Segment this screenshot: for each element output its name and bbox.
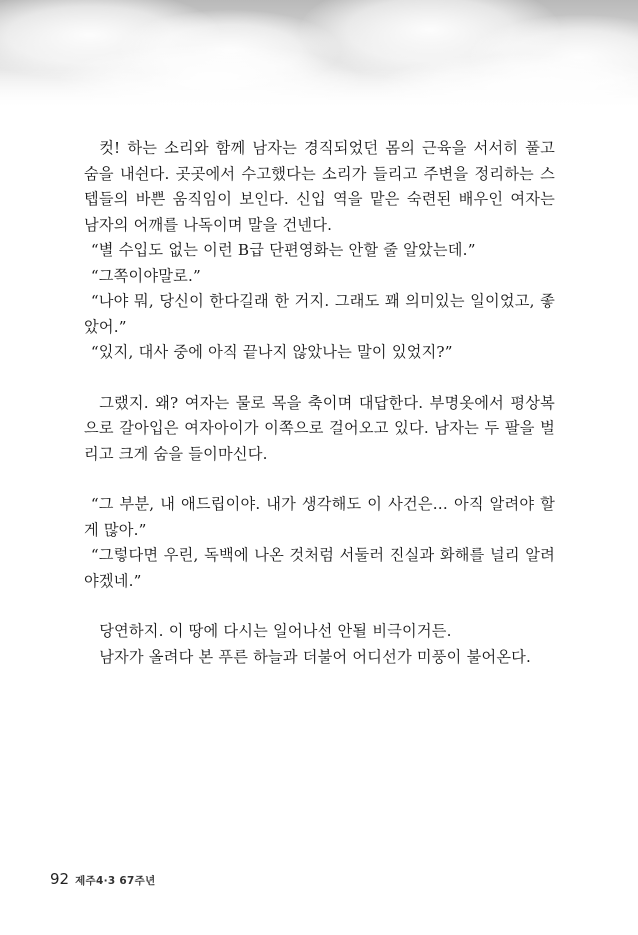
dialogue-line: “있지, 대사 중에 아직 끝나지 않았나는 말이 있었지?” [90,343,453,361]
dialogue-line: “그 부분, 내 애드립이야. 내가 생각해도 이 사건은… 아직 알려야 할 게 많아.” [84,495,555,539]
paragraph: 남자가 올려다 본 푸른 하늘과 더불어 어디선가 미풍이 불어온다. [99,647,532,666]
paragraph: 컷! 하는 소리와 함께 남자는 경직되었던 몸의 근육을 서서히 풀고 숨을 내쉰다. 곳곳에서 수고했다는 소리가 들리고 주변을 정리하는 스텝들의 바쁜 움직임이 보인다. 신입 역을 맡은 숙련된 배우인 여자는 남자의 어깨를 나독이며 말을 건넨다. [84,139,555,234]
paragraph: 당연하지. 이 땅에 다시는 일어나선 안될 비극이거든. [99,622,452,640]
body-text [84,136,555,670]
dialogue-line: “그쪽이야말로.” [90,266,202,285]
page-footer [50,870,156,892]
running-footer-title: 제주4·3 67주년 [75,875,156,887]
paragraph-gap [84,467,555,492]
dialogue-line: “별 수입도 없는 이런 B급 단편영화는 안할 줄 알았는데.” [90,241,476,259]
paragraph-gap [84,366,555,391]
paragraph: 그랬지. 왜? 여자는 물로 목을 축이며 대답한다. 부명옷에서 평상복으로 갈아입은 여자아이가 이쪽으로 걸어오고 있다. 남자는 두 팔을 벌리고 크게 숨을 들이마신다. [84,393,555,463]
header-fade [0,70,638,110]
dialogue-line: “그렇다면 우린, 독백에 나온 것처럼 서둘러 진실과 화해를 널리 알려야겠네.” [84,546,555,590]
paragraph-gap [84,594,555,619]
dialogue-line: “나야 뭐, 당신이 한다길래 한 거지. 그래도 꽤 의미있는 일이었고, 좋았어.” [84,292,555,336]
cloud-header-image [0,0,638,110]
page-number: 92 [50,870,70,888]
